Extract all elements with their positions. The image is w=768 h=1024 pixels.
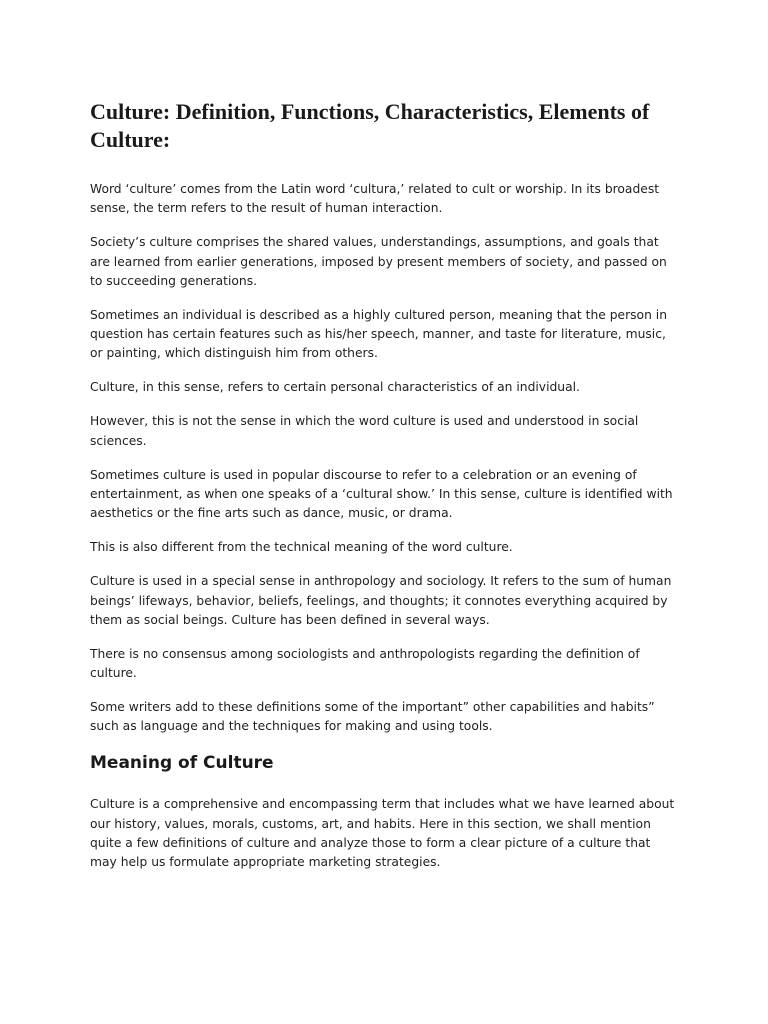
page-title: Culture: Definition, Functions, Characteristics, Elements of Culture:: [90, 99, 650, 152]
paragraph-no-consensus: There is no consensus among sociologists and anthropologists regarding the definition of culture.: [90, 646, 640, 681]
section-heading-meaning: Meaning of Culture: [90, 753, 274, 774]
paragraph-origin: Word ‘culture’ comes from the Latin word ‘cultura,’ related to cult or worship. In its broadest sense, the term refers to the result of human interaction.: [90, 182, 660, 216]
paragraph-society-culture: Society’s culture comprises the shared values, understandings, assumptions, and goals that are learned from earlier generations, imposed by present members of society, and passed on to succeeding generations.: [90, 235, 667, 288]
paragraph-technical-meaning: This is also different from the technical meaning of the word culture.: [90, 540, 513, 555]
document-page: [90, 98, 680, 887]
paragraph-anthropology-sociology: Culture is used in a special sense in anthropology and sociology. It refers to the sum of human beings’ lifeways, behavior, beliefs, feelings, and thoughts; it connotes everything acquired by them as social beings. Culture has been defined in several ways.: [90, 574, 672, 627]
paragraph-popular-discourse: Sometimes culture is used in popular discourse to refer to a celebration or an evening of entertainment, as when one speaks of a ‘cultural show.’ In this sense, culture is identified with aesthetics or the fine arts such as dance, music, or drama.: [90, 467, 673, 521]
paragraph-capabilities-habits: Some writers add to these definitions some of the important” other capabilities and habits” such as language and the techniques for making and using tools.: [90, 700, 655, 734]
paragraph-personal-characteristics: Culture, in this sense, refers to certain personal characteristics of an individual.: [90, 380, 580, 395]
paragraph-social-sciences: However, this is not the sense in which the word culture is used and understood in social sciences.: [90, 414, 639, 448]
paragraph-meaning-of-culture: Culture is a comprehensive and encompassing term that includes what we have learned about our history, values, morals, customs, art, and habits. Here in this section, we shall mention quite a few definitions of culture and analyze those to form a clear picture of a culture that may help us formulate appropriate marketing strategies.: [90, 797, 675, 870]
paragraph-cultured-person: Sometimes an individual is described as a highly cultured person, meaning that the person in question has certain features such as his/her speech, manner, and taste for literature, music, or painting, which distinguish him from others.: [90, 307, 667, 361]
